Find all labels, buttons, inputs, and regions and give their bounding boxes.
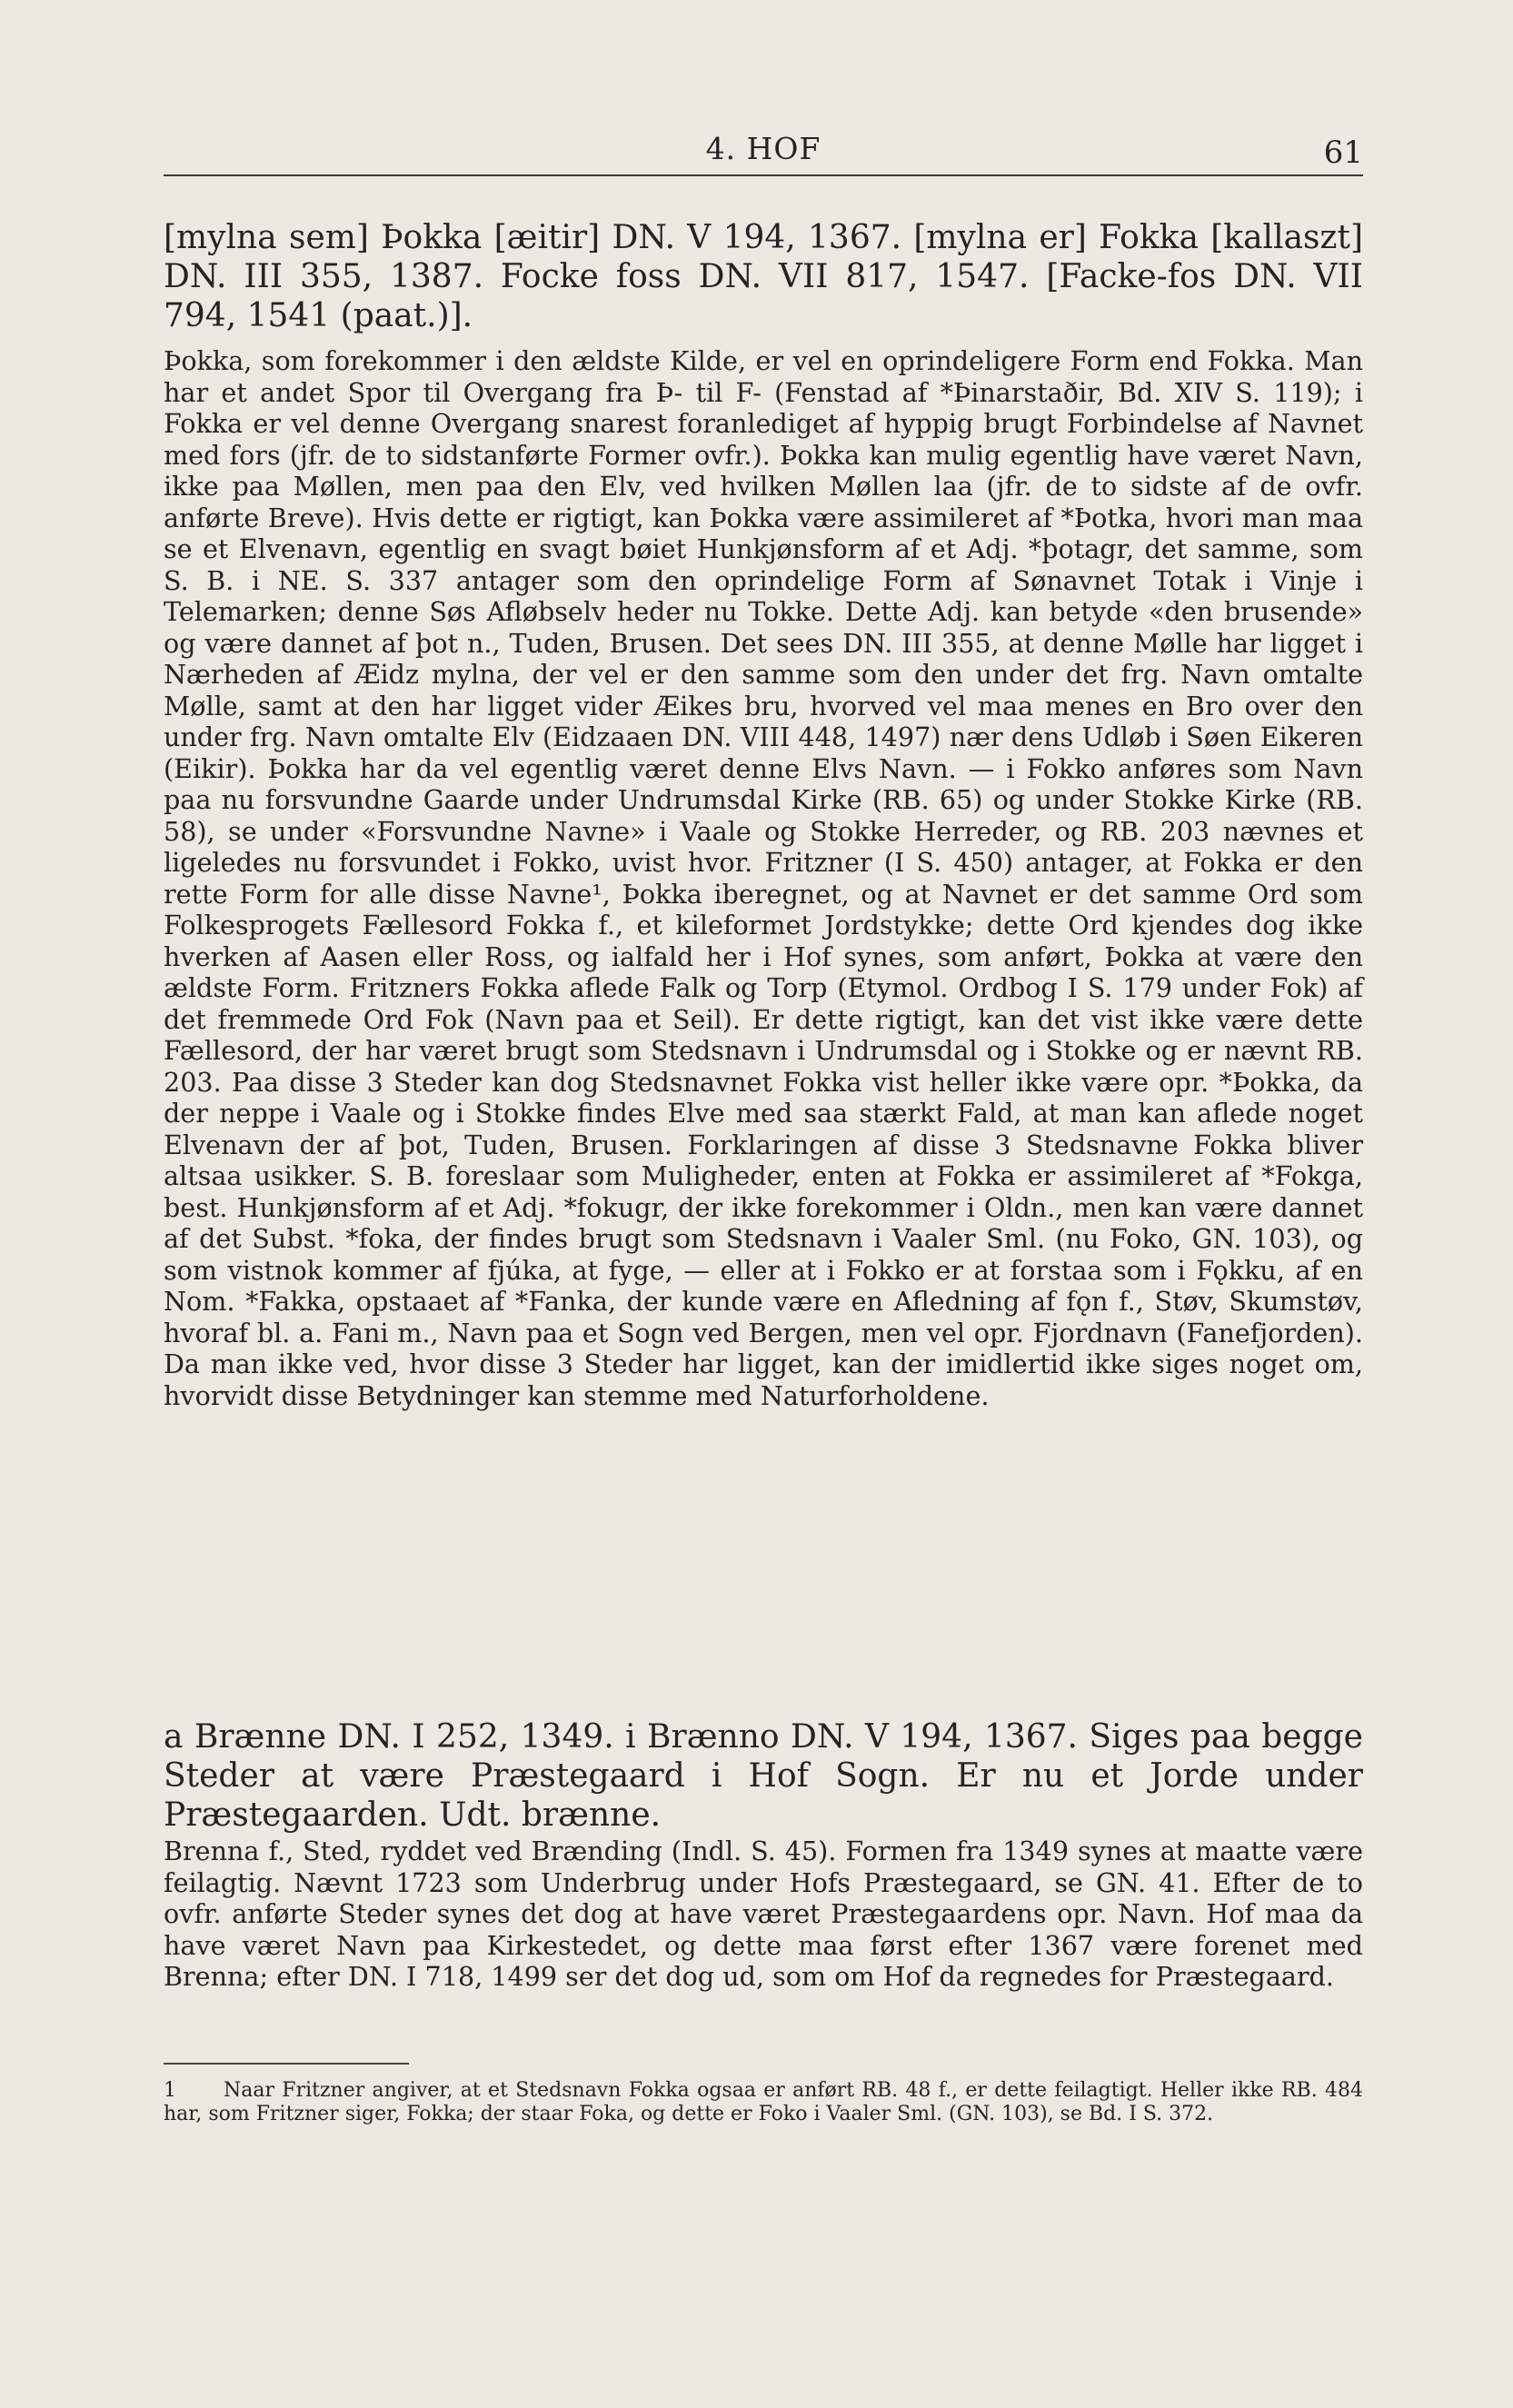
running-title: 4. HOF [705,131,821,166]
footnote-divider [164,2063,409,2065]
footnote [164,2079,1363,2126]
footnote-marker: 1 [164,2079,176,2102]
commentary-paragraph-1: Þokka, som forekommer i den ældste Kilde, er vel en oprindeligere Form end Fokka. Man har et andet Spor til Overgang fra Þ- til F- (Fenstad af *Þinarstaðir, Bd. XIV S. 119); i Fokka er vel denne Overgang snarest foranlediget af hyppig brugt Forbindelse af Navnet med fors (jfr. de to sidstanførte Former ovfr.). Þokka kan mulig egentlig have været Navn, ikke paa Møllen, men paa den Elv, ved hvilken Møllen laa (jfr. de to sidste af de ovfr. anførte Breve). Hvis dette er rigtigt, kan Þokka være assimileret af *Þotka, hvori man maa se et Elvenavn, egentlig en svagt bøiet Hunkjønsform af et Adj. *þotagr, det samme, som S. B. i NE. S. 337 antager som den oprindelige Form af Sønavnet Totak i Vinje i Telemarken; denne Søs Afløbselv heder nu Tokke. Dette Adj. kan betyde «den brusende» og være dannet af þot n., Tuden, Brusen. Det sees DN. III 355, at denne Mølle har ligget i Nærheden af Æidz mylna, der vel er den samme som den under det frg. Navn omtalte Mølle, samt at den har ligget vider Æikes bru, hvorved vel maa menes en Bro over den under frg. Navn omtalte Elv (Eidzaaen DN. VIII 448, 1497) nær dens Udløb i Søen Eikeren (Eikir). Þokka har da vel egentlig været denne Elvs Navn. — i Fokko anføres som Navn paa nu forsvundne Gaarde under Undrumsdal Kirke (RB. 65) og under Stokke Kirke (RB. 58), se under «Forsvundne Navne» i Vaale og Stokke Herreder, og RB. 203 nævnes et ligeledes nu forsvundet i Fokko, uvist hvor. Fritzner (I S. 450) antager, at Fokka er den rette Form for alle disse Navne¹, Þokka iberegnet, og at Navnet er det samme Ord som Folkesprogets Fællesord Fokka f., et kileformet Jordstykke; dette Ord kjendes dog ikke hverken af Aasen eller Ross, og ialfald her i Hof synes, som anført, Þokka at være den ældste Form. Fritzners Fokka aflede Falk og Torp (Etymol. Ordbog I S. 179 under Fok) af det fremmede Ord Fok (Navn paa et Seil). Er dette rigtigt, kan det vist ikke være dette Fællesord, der har været brugt som Stedsnavn i Undrumsdal og i Stokke og er nævnt RB. 203. Paa disse 3 Steder kan dog Stedsnavnet Fokka vist heller ikke være opr. *Þokka, da der neppe i Vaale og i Stokke findes Elve med saa stærkt Fald, at man kan aflede noget Elvenavn der af þot, Tuden, Brusen. Forklaringen af disse 3 Stedsnavne Fokka bliver altsaa usikker. S. B. foreslaar som Muligheder, enten at Fokka er assimileret af *Fokga, best. Hunkjønsform af et Adj. *fokugr, der ikke forekommer i Oldn., men kan være dannet af det Subst. *foka, der findes brugt som Stedsnavn i Vaaler Sml. (nu Foko, GN. 103), og som vistnok kommer af fjúka, at fyge, — eller at i Fokko er at forstaa som i Fǫkku, af en Nom. *Fakka, opstaaet af *Fanka, der kunde være en Afledning af fǫn f., Støv, Skumstøv, hvoraf bl. a. Fani m., Navn paa et Sogn ved Bergen, men vel opr. Fjordnavn (Fanefjorden). Da man ikke ved, hvor disse 3 Steder har ligget, kan der imidlertid ikke siges noget om, hvorvidt disse Betydninger kan stemme med Naturforholdene. [164,345,1363,1411]
commentary-paragraph-2: Brenna f., Sted, ryddet ved Brænding (Indl. S. 45). Formen fra 1349 synes at maatte være feilagtig. Nævnt 1723 som Underbrug under Hofs Præstegaard, se GN. 41. Efter de to ovfr. anførte Steder synes det dog at have været Præstegaardens opr. Navn. Hof maa da have været Navn paa Kirkestedet, og dette maa først efter 1367 være forenet med Brenna; efter DN. I 718, 1499 ser det dog ud, som om Hof da regnedes for Præstegaard. [164,1836,1363,1992]
entry-brenna: a Brænne DN. I 252, 1349. i Brænno DN. V 194, 1367. Siges paa begge Steder at være Præstegaard i Hof Sogn. Er nu et Jorde under Præstegaarden. Udt. brænne. [164,1718,1363,1834]
page-number: 61 [1323,134,1363,171]
page-header [164,127,1363,176]
footnote-text: Naar Fritzner angiver, at et Stedsnavn Fokka ogsaa er anført RB. 48 f., er dette feilagtigt. Heller ikke RB. 484 har, som Fritzner siger, Fokka; der staar Foka, og dette er Foko i Vaaler Sml. (GN. 103), se Bd. I S. 372. [164,2079,1363,2125]
lead-paragraph: [mylna sem] Þokka [æitir] DN. V 194, 1367. [mylna er] Fokka [kallaszt] DN. III 355, 1387. Focke foss DN. VII 817, 1547. [Facke-fos DN. VII 794, 1541 (paat.)]. [164,219,1363,334]
